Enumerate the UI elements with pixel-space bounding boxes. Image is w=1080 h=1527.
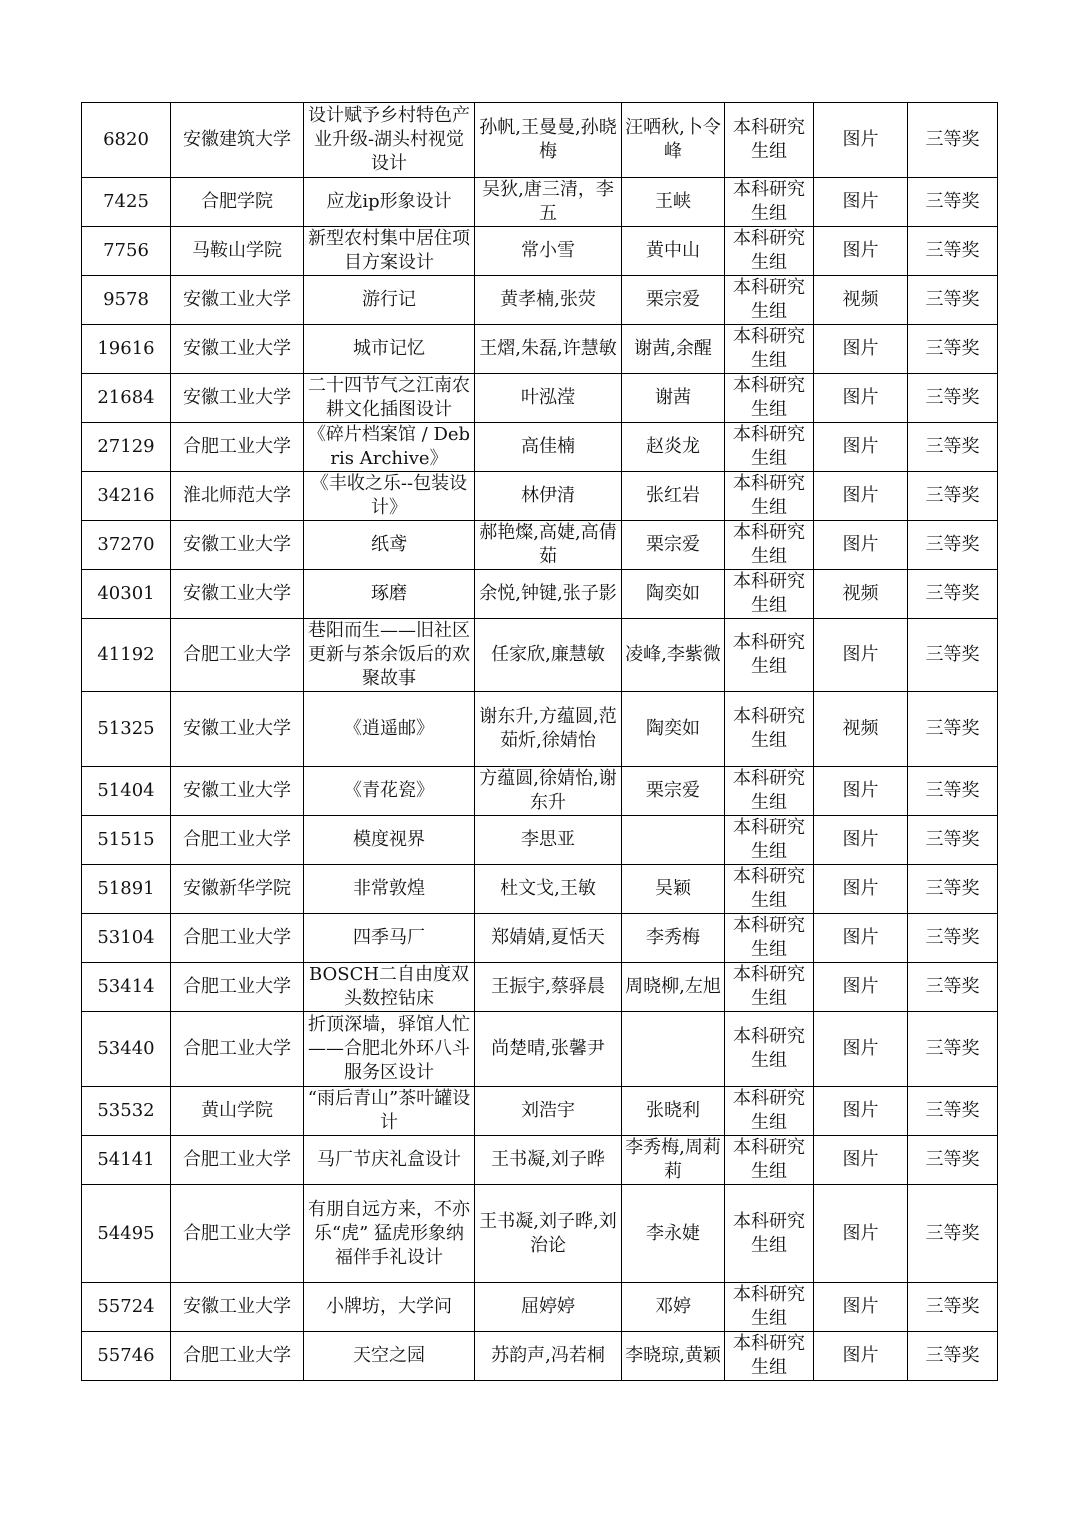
work-type-cell: 视频 xyxy=(814,276,908,325)
entry-id-cell: 7756 xyxy=(82,227,171,276)
work-title-cell: 设计赋予乡村特色产业升级-湖头村视觉设计 xyxy=(304,103,475,178)
entry-id-cell: 51325 xyxy=(82,692,171,767)
advisor-cell: 陶奕如 xyxy=(622,692,725,767)
authors-cell: 高佳楠 xyxy=(475,423,622,472)
school-cell: 安徽工业大学 xyxy=(171,767,304,816)
work-title-cell: 二十四节气之江南农耕文化插图设计 xyxy=(304,374,475,423)
award-cell: 三等奖 xyxy=(908,178,998,227)
work-title-cell: 马厂节庆礼盒设计 xyxy=(304,1136,475,1185)
group-cell: 本科研究生组 xyxy=(725,374,814,423)
table-row xyxy=(82,521,998,570)
entry-id-cell: 54141 xyxy=(82,1136,171,1185)
table-row xyxy=(82,227,998,276)
work-title-cell: 《青花瓷》 xyxy=(304,767,475,816)
authors-cell: 任家欣,廉慧敏 xyxy=(475,619,622,692)
authors-cell: 屈婷婷 xyxy=(475,1283,622,1332)
award-cell: 三等奖 xyxy=(908,374,998,423)
school-cell: 安徽工业大学 xyxy=(171,521,304,570)
advisor-cell: 周晓柳,左旭 xyxy=(622,963,725,1012)
school-cell: 淮北师范大学 xyxy=(171,472,304,521)
award-cell: 三等奖 xyxy=(908,865,998,914)
school-cell: 安徽工业大学 xyxy=(171,692,304,767)
school-cell: 合肥工业大学 xyxy=(171,816,304,865)
school-cell: 安徽工业大学 xyxy=(171,374,304,423)
school-cell: 安徽新华学院 xyxy=(171,865,304,914)
advisor-cell: 邓婷 xyxy=(622,1283,725,1332)
school-cell: 安徽工业大学 xyxy=(171,570,304,619)
advisor-cell: 王峡 xyxy=(622,178,725,227)
work-type-cell: 图片 xyxy=(814,178,908,227)
entry-id-cell: 9578 xyxy=(82,276,171,325)
entry-id-cell: 7425 xyxy=(82,178,171,227)
group-cell: 本科研究生组 xyxy=(725,865,814,914)
table-row xyxy=(82,1283,998,1332)
work-type-cell: 图片 xyxy=(814,472,908,521)
work-type-cell: 视频 xyxy=(814,570,908,619)
award-cell: 三等奖 xyxy=(908,914,998,963)
authors-cell: 王振宇,蔡驿晨 xyxy=(475,963,622,1012)
group-cell: 本科研究生组 xyxy=(725,619,814,692)
entry-id-cell: 53440 xyxy=(82,1012,171,1087)
table-row xyxy=(82,1332,998,1381)
school-cell: 安徽工业大学 xyxy=(171,1283,304,1332)
work-type-cell: 图片 xyxy=(814,521,908,570)
table-row xyxy=(82,1012,998,1087)
award-cell: 三等奖 xyxy=(908,1283,998,1332)
entry-id-cell: 55746 xyxy=(82,1332,171,1381)
table-row xyxy=(82,423,998,472)
work-title-cell: 巷阳而生——旧社区更新与茶余饭后的欢聚故事 xyxy=(304,619,475,692)
authors-cell: 叶泓滢 xyxy=(475,374,622,423)
work-title-cell: 游行记 xyxy=(304,276,475,325)
award-cell: 三等奖 xyxy=(908,619,998,692)
advisor-cell: 黄中山 xyxy=(622,227,725,276)
authors-cell: 刘浩宇 xyxy=(475,1087,622,1136)
work-type-cell: 图片 xyxy=(814,1087,908,1136)
award-cell: 三等奖 xyxy=(908,692,998,767)
table-row xyxy=(82,619,998,692)
authors-cell: 王熠,朱磊,许慧敏 xyxy=(475,325,622,374)
table-row xyxy=(82,1087,998,1136)
award-cell: 三等奖 xyxy=(908,963,998,1012)
work-type-cell: 图片 xyxy=(814,227,908,276)
award-cell: 三等奖 xyxy=(908,570,998,619)
award-cell: 三等奖 xyxy=(908,103,998,178)
advisor-cell: 张红岩 xyxy=(622,472,725,521)
advisor-cell: 赵炎龙 xyxy=(622,423,725,472)
entry-id-cell: 51404 xyxy=(82,767,171,816)
award-cell: 三等奖 xyxy=(908,276,998,325)
work-type-cell: 图片 xyxy=(814,816,908,865)
table-row xyxy=(82,276,998,325)
work-title-cell: 折顶深墙，驿馆人忙——合肥北外环八斗服务区设计 xyxy=(304,1012,475,1087)
work-title-cell: 应龙ip形象设计 xyxy=(304,178,475,227)
authors-cell: 杜文戈,王敏 xyxy=(475,865,622,914)
table-row xyxy=(82,914,998,963)
table-row xyxy=(82,692,998,767)
work-type-cell: 图片 xyxy=(814,914,908,963)
table-row xyxy=(82,325,998,374)
table-row xyxy=(82,103,998,178)
award-table xyxy=(81,102,998,1381)
work-type-cell: 图片 xyxy=(814,325,908,374)
work-title-cell: 天空之园 xyxy=(304,1332,475,1381)
entry-id-cell: 37270 xyxy=(82,521,171,570)
advisor-cell: 李秀梅,周莉莉 xyxy=(622,1136,725,1185)
work-title-cell: 城市记忆 xyxy=(304,325,475,374)
group-cell: 本科研究生组 xyxy=(725,325,814,374)
work-type-cell: 图片 xyxy=(814,767,908,816)
school-cell: 马鞍山学院 xyxy=(171,227,304,276)
group-cell: 本科研究生组 xyxy=(725,1012,814,1087)
group-cell: 本科研究生组 xyxy=(725,103,814,178)
work-title-cell: 《碎片档案馆 / Debris Archive》 xyxy=(304,423,475,472)
entry-id-cell: 51515 xyxy=(82,816,171,865)
school-cell: 合肥工业大学 xyxy=(171,1185,304,1283)
work-type-cell: 图片 xyxy=(814,374,908,423)
work-title-cell: 琢磨 xyxy=(304,570,475,619)
table-row xyxy=(82,1136,998,1185)
school-cell: 合肥工业大学 xyxy=(171,914,304,963)
advisor-cell: 栗宗爱 xyxy=(622,521,725,570)
group-cell: 本科研究生组 xyxy=(725,767,814,816)
work-title-cell: 模度视界 xyxy=(304,816,475,865)
entry-id-cell: 19616 xyxy=(82,325,171,374)
authors-cell: 苏韵声,冯若桐 xyxy=(475,1332,622,1381)
school-cell: 安徽建筑大学 xyxy=(171,103,304,178)
entry-id-cell: 40301 xyxy=(82,570,171,619)
table-row xyxy=(82,1185,998,1283)
group-cell: 本科研究生组 xyxy=(725,692,814,767)
entry-id-cell: 54495 xyxy=(82,1185,171,1283)
work-type-cell: 图片 xyxy=(814,1136,908,1185)
advisor-cell: 栗宗爱 xyxy=(622,276,725,325)
group-cell: 本科研究生组 xyxy=(725,570,814,619)
entry-id-cell: 53414 xyxy=(82,963,171,1012)
advisor-cell: 张晓利 xyxy=(622,1087,725,1136)
entry-id-cell: 53532 xyxy=(82,1087,171,1136)
group-cell: 本科研究生组 xyxy=(725,914,814,963)
group-cell: 本科研究生组 xyxy=(725,276,814,325)
advisor-cell: 李永婕 xyxy=(622,1185,725,1283)
group-cell: 本科研究生组 xyxy=(725,816,814,865)
authors-cell: 王书凝,刘子晔 xyxy=(475,1136,622,1185)
entry-id-cell: 41192 xyxy=(82,619,171,692)
table-row xyxy=(82,178,998,227)
authors-cell: 孙帆,王曼曼,孙晓梅 xyxy=(475,103,622,178)
school-cell: 黄山学院 xyxy=(171,1087,304,1136)
work-type-cell: 图片 xyxy=(814,619,908,692)
authors-cell: 方蕴圆,徐婧怡,谢东升 xyxy=(475,767,622,816)
work-title-cell: 纸鸢 xyxy=(304,521,475,570)
advisor-cell: 李秀梅 xyxy=(622,914,725,963)
authors-cell: 王书凝,刘子晔,刘治论 xyxy=(475,1185,622,1283)
award-cell: 三等奖 xyxy=(908,1332,998,1381)
work-title-cell: 新型农村集中居住项目方案设计 xyxy=(304,227,475,276)
authors-cell: 林伊清 xyxy=(475,472,622,521)
table-row xyxy=(82,963,998,1012)
work-title-cell: 小牌坊，大学问 xyxy=(304,1283,475,1332)
authors-cell: 黄孝楠,张荧 xyxy=(475,276,622,325)
table-row xyxy=(82,865,998,914)
work-title-cell: 非常敦煌 xyxy=(304,865,475,914)
award-cell: 三等奖 xyxy=(908,767,998,816)
authors-cell: 郝艳燦,高婕,高倩茹 xyxy=(475,521,622,570)
work-title-cell: 有朋自远方来，不亦乐“虎” 猛虎形象纳福伴手礼设计 xyxy=(304,1185,475,1283)
group-cell: 本科研究生组 xyxy=(725,963,814,1012)
entry-id-cell: 27129 xyxy=(82,423,171,472)
group-cell: 本科研究生组 xyxy=(725,1283,814,1332)
school-cell: 合肥工业大学 xyxy=(171,1012,304,1087)
award-cell: 三等奖 xyxy=(908,325,998,374)
award-cell: 三等奖 xyxy=(908,1185,998,1283)
table-row xyxy=(82,472,998,521)
group-cell: 本科研究生组 xyxy=(725,227,814,276)
table-row xyxy=(82,816,998,865)
authors-cell: 常小雪 xyxy=(475,227,622,276)
award-cell: 三等奖 xyxy=(908,472,998,521)
group-cell: 本科研究生组 xyxy=(725,521,814,570)
award-cell: 三等奖 xyxy=(908,1012,998,1087)
table-row xyxy=(82,570,998,619)
school-cell: 安徽工业大学 xyxy=(171,276,304,325)
entry-id-cell: 6820 xyxy=(82,103,171,178)
advisor-cell xyxy=(622,816,725,865)
advisor-cell: 栗宗爱 xyxy=(622,767,725,816)
group-cell: 本科研究生组 xyxy=(725,178,814,227)
school-cell: 合肥工业大学 xyxy=(171,619,304,692)
award-cell: 三等奖 xyxy=(908,227,998,276)
award-cell: 三等奖 xyxy=(908,1136,998,1185)
authors-cell: 李思亚 xyxy=(475,816,622,865)
school-cell: 合肥工业大学 xyxy=(171,1332,304,1381)
school-cell: 合肥工业大学 xyxy=(171,1136,304,1185)
work-type-cell: 图片 xyxy=(814,865,908,914)
work-type-cell: 图片 xyxy=(814,963,908,1012)
work-type-cell: 图片 xyxy=(814,1332,908,1381)
advisor-cell: 谢茜 xyxy=(622,374,725,423)
authors-cell: 谢东升,方蕴圆,范茹炘,徐婧怡 xyxy=(475,692,622,767)
award-cell: 三等奖 xyxy=(908,423,998,472)
advisor-cell: 汪哂秋,卜令峰 xyxy=(622,103,725,178)
award-cell: 三等奖 xyxy=(908,1087,998,1136)
table-row xyxy=(82,374,998,423)
group-cell: 本科研究生组 xyxy=(725,1136,814,1185)
work-title-cell: “雨后青山”茶叶罐设计 xyxy=(304,1087,475,1136)
entry-id-cell: 34216 xyxy=(82,472,171,521)
group-cell: 本科研究生组 xyxy=(725,1087,814,1136)
work-type-cell: 图片 xyxy=(814,1185,908,1283)
entry-id-cell: 21684 xyxy=(82,374,171,423)
group-cell: 本科研究生组 xyxy=(725,472,814,521)
authors-cell: 郑婧婧,夏恬天 xyxy=(475,914,622,963)
school-cell: 合肥学院 xyxy=(171,178,304,227)
entry-id-cell: 55724 xyxy=(82,1283,171,1332)
school-cell: 合肥工业大学 xyxy=(171,963,304,1012)
school-cell: 合肥工业大学 xyxy=(171,423,304,472)
work-type-cell: 图片 xyxy=(814,423,908,472)
advisor-cell: 陶奕如 xyxy=(622,570,725,619)
work-title-cell: 《逍遥邮》 xyxy=(304,692,475,767)
authors-cell: 尚楚晴,张馨尹 xyxy=(475,1012,622,1087)
work-title-cell: 四季马厂 xyxy=(304,914,475,963)
advisor-cell xyxy=(622,1012,725,1087)
group-cell: 本科研究生组 xyxy=(725,423,814,472)
advisor-cell: 吴颖 xyxy=(622,865,725,914)
school-cell: 安徽工业大学 xyxy=(171,325,304,374)
work-type-cell: 图片 xyxy=(814,1012,908,1087)
entry-id-cell: 51891 xyxy=(82,865,171,914)
advisor-cell: 谢茜,余醒 xyxy=(622,325,725,374)
work-type-cell: 图片 xyxy=(814,1283,908,1332)
authors-cell: 余悦,钟键,张子影 xyxy=(475,570,622,619)
entry-id-cell: 53104 xyxy=(82,914,171,963)
advisor-cell: 李晓琼,黄颖 xyxy=(622,1332,725,1381)
work-title-cell: BOSCH二自由度双头数控钻床 xyxy=(304,963,475,1012)
award-cell: 三等奖 xyxy=(908,816,998,865)
group-cell: 本科研究生组 xyxy=(725,1185,814,1283)
work-type-cell: 视频 xyxy=(814,692,908,767)
advisor-cell: 凌峰,李紫微 xyxy=(622,619,725,692)
award-cell: 三等奖 xyxy=(908,521,998,570)
work-type-cell: 图片 xyxy=(814,103,908,178)
table-body xyxy=(82,103,998,1381)
group-cell: 本科研究生组 xyxy=(725,1332,814,1381)
table-row xyxy=(82,767,998,816)
authors-cell: 吴狄,唐三清，李五 xyxy=(475,178,622,227)
work-title-cell: 《丰收之乐--包装设计》 xyxy=(304,472,475,521)
